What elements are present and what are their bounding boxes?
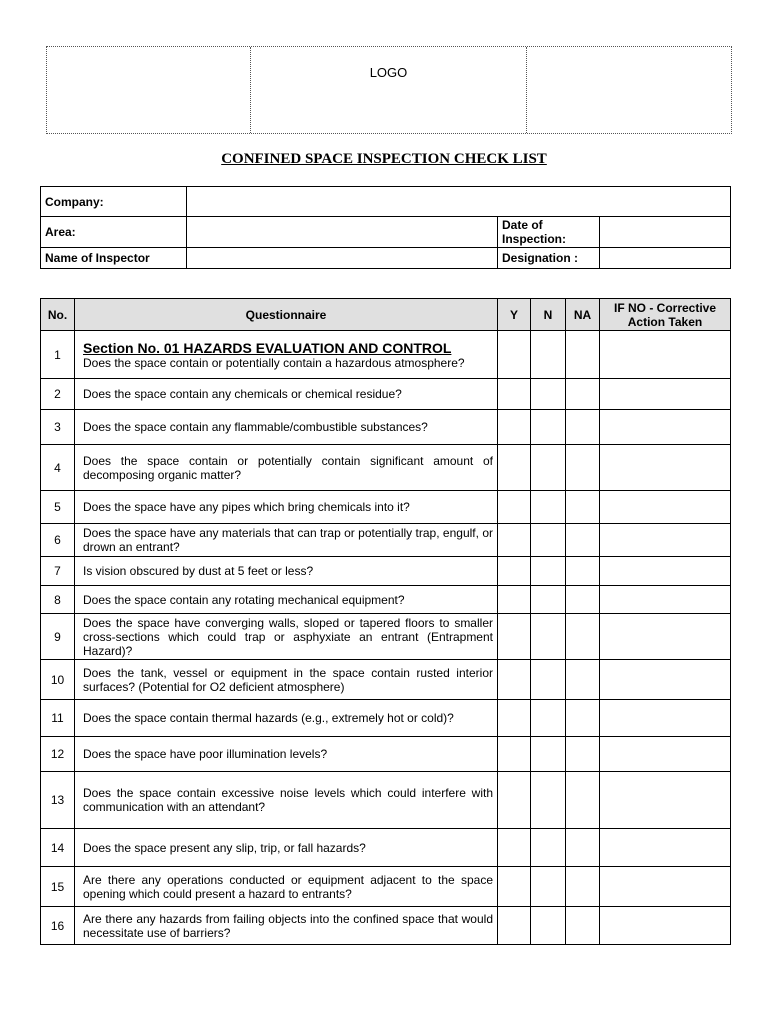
question-text: Does the space contain or potentially contain a hazardous atmosphere? — [83, 355, 465, 370]
checklist-table — [40, 298, 731, 945]
corrective-action-cell[interactable] — [600, 829, 731, 867]
designation-label: Designation : — [498, 248, 600, 269]
na-check-cell[interactable] — [566, 379, 600, 410]
inspection-info-table — [40, 186, 731, 269]
no-check-cell[interactable] — [531, 331, 566, 379]
no-check-cell[interactable] — [531, 557, 566, 586]
no-check-cell[interactable] — [531, 445, 566, 491]
row-number: 8 — [41, 586, 75, 614]
na-check-cell[interactable] — [566, 524, 600, 557]
question-text: Does the space contain any chemicals or chemical residue? — [75, 379, 498, 410]
no-check-cell[interactable] — [531, 660, 566, 700]
row-number: 13 — [41, 772, 75, 829]
area-field[interactable] — [187, 217, 498, 248]
logo-right-cell — [527, 47, 731, 133]
question-text: Does the space contain any rotating mechanical equipment? — [75, 586, 498, 614]
no-check-cell[interactable] — [531, 491, 566, 524]
yes-check-cell[interactable] — [498, 700, 531, 737]
na-check-cell[interactable] — [566, 331, 600, 379]
question-text: Are there any operations conducted or equipment adjacent to the space opening which could present a hazard to entrants? — [75, 867, 498, 907]
header-na: NA — [566, 299, 600, 331]
company-label: Company: — [41, 187, 187, 217]
na-check-cell[interactable] — [566, 737, 600, 772]
designation-field[interactable] — [600, 248, 731, 269]
corrective-action-cell[interactable] — [600, 614, 731, 660]
corrective-action-cell[interactable] — [600, 586, 731, 614]
yes-check-cell[interactable] — [498, 524, 531, 557]
row-number: 12 — [41, 737, 75, 772]
section-heading: Section No. 01 HAZARDS EVALUATION AND CONTROL — [83, 339, 452, 356]
corrective-action-cell[interactable] — [600, 907, 731, 945]
row-number: 14 — [41, 829, 75, 867]
yes-check-cell[interactable] — [498, 586, 531, 614]
table-row — [41, 331, 731, 379]
na-check-cell[interactable] — [566, 557, 600, 586]
row-number: 9 — [41, 614, 75, 660]
yes-check-cell[interactable] — [498, 379, 531, 410]
no-check-cell[interactable] — [531, 907, 566, 945]
yes-check-cell[interactable] — [498, 772, 531, 829]
question-text: Does the space have poor illumination levels? — [75, 737, 498, 772]
yes-check-cell[interactable] — [498, 660, 531, 700]
no-check-cell[interactable] — [531, 586, 566, 614]
inspector-name-label: Name of Inspector — [41, 248, 187, 269]
no-check-cell[interactable] — [531, 410, 566, 445]
company-field[interactable] — [187, 187, 731, 217]
no-check-cell[interactable] — [531, 379, 566, 410]
row-number: 10 — [41, 660, 75, 700]
na-check-cell[interactable] — [566, 491, 600, 524]
row-number: 5 — [41, 491, 75, 524]
yes-check-cell[interactable] — [498, 557, 531, 586]
document-title: CONFINED SPACE INSPECTION CHECK LIST — [221, 151, 547, 167]
na-check-cell[interactable] — [566, 586, 600, 614]
row-number: 16 — [41, 907, 75, 945]
corrective-action-cell[interactable] — [600, 524, 731, 557]
row-number: 2 — [41, 379, 75, 410]
corrective-action-cell[interactable] — [600, 557, 731, 586]
area-label: Area: — [41, 217, 187, 248]
table-row — [41, 491, 731, 524]
no-check-cell[interactable] — [531, 772, 566, 829]
na-check-cell[interactable] — [566, 867, 600, 907]
corrective-action-cell[interactable] — [600, 410, 731, 445]
corrective-action-cell[interactable] — [600, 772, 731, 829]
inspector-name-field[interactable] — [187, 248, 498, 269]
table-row — [41, 829, 731, 867]
corrective-action-cell[interactable] — [600, 331, 731, 379]
corrective-action-cell[interactable] — [600, 867, 731, 907]
logo-placeholder: LOGO — [251, 47, 527, 133]
header-no: No. — [41, 299, 75, 331]
table-row — [41, 614, 731, 660]
corrective-action-cell[interactable] — [600, 445, 731, 491]
table-row — [41, 867, 731, 907]
na-check-cell[interactable] — [566, 410, 600, 445]
table-row — [41, 772, 731, 829]
yes-check-cell[interactable] — [498, 410, 531, 445]
table-row — [41, 586, 731, 614]
na-check-cell[interactable] — [566, 829, 600, 867]
na-check-cell[interactable] — [566, 772, 600, 829]
yes-check-cell[interactable] — [498, 331, 531, 379]
question-text: Does the space have any materials that can trap or potentially trap, engulf, or drown an entrant? — [75, 524, 498, 557]
question-text: Are there any hazards from failing objects into the confined space that would necessitate use of barriers? — [75, 907, 498, 945]
table-row — [41, 660, 731, 700]
row-number: 6 — [41, 524, 75, 557]
yes-check-cell[interactable] — [498, 829, 531, 867]
row-number: 7 — [41, 557, 75, 586]
no-check-cell[interactable] — [531, 737, 566, 772]
table-row — [41, 700, 731, 737]
logo-left-cell — [47, 47, 251, 133]
header-yes: Y — [498, 299, 531, 331]
question-text: Does the space contain excessive noise levels which could interfere with communication with an attendant? — [75, 772, 498, 829]
na-check-cell[interactable] — [566, 660, 600, 700]
yes-check-cell[interactable] — [498, 867, 531, 907]
no-check-cell[interactable] — [531, 867, 566, 907]
date-of-inspection-label: Date of Inspection: — [498, 217, 600, 248]
corrective-action-cell[interactable] — [600, 491, 731, 524]
na-check-cell[interactable] — [566, 907, 600, 945]
logo-header-box — [46, 46, 732, 134]
table-row — [41, 379, 731, 410]
na-check-cell[interactable] — [566, 445, 600, 491]
table-row — [41, 445, 731, 491]
corrective-action-cell[interactable] — [600, 700, 731, 737]
row-number: 1 — [41, 331, 75, 379]
question-text: Does the space present any slip, trip, or fall hazards? — [75, 829, 498, 867]
table-row — [41, 410, 731, 445]
yes-check-cell[interactable] — [498, 907, 531, 945]
yes-check-cell[interactable] — [498, 737, 531, 772]
corrective-action-cell[interactable] — [600, 660, 731, 700]
table-row — [41, 907, 731, 945]
corrective-action-cell[interactable] — [600, 379, 731, 410]
header-questionnaire: Questionnaire — [75, 299, 498, 331]
yes-check-cell[interactable] — [498, 445, 531, 491]
no-check-cell[interactable] — [531, 614, 566, 660]
row-number: 4 — [41, 445, 75, 491]
na-check-cell[interactable] — [566, 700, 600, 737]
question-cell — [75, 331, 498, 379]
question-text: Does the space contain or potentially contain significant amount of decomposing organic matter? — [75, 445, 498, 491]
table-row — [41, 524, 731, 557]
question-text: Is vision obscured by dust at 5 feet or less? — [75, 557, 498, 586]
no-check-cell[interactable] — [531, 700, 566, 737]
no-check-cell[interactable] — [531, 524, 566, 557]
question-text: Does the space contain thermal hazards (e.g., extremely hot or cold)? — [75, 700, 498, 737]
table-row — [41, 737, 731, 772]
no-check-cell[interactable] — [531, 829, 566, 867]
row-number: 11 — [41, 700, 75, 737]
header-no-answer: N — [531, 299, 566, 331]
date-of-inspection-field[interactable] — [600, 217, 731, 248]
question-text: Does the space contain any flammable/combustible substances? — [75, 410, 498, 445]
yes-check-cell[interactable] — [498, 614, 531, 660]
question-text: Does the space have any pipes which bring chemicals into it? — [75, 491, 498, 524]
yes-check-cell[interactable] — [498, 491, 531, 524]
row-number: 3 — [41, 410, 75, 445]
table-row — [41, 557, 731, 586]
na-check-cell[interactable] — [566, 614, 600, 660]
question-text: Does the space have converging walls, sloped or tapered floors to smaller cross-sections which could trap or asphyxiate an entrant (Entrapment Hazard)? — [75, 614, 498, 660]
corrective-action-cell[interactable] — [600, 737, 731, 772]
row-number: 15 — [41, 867, 75, 907]
header-corrective-action: IF NO - Corrective Action Taken — [600, 299, 731, 331]
question-text: Does the tank, vessel or equipment in the space contain rusted interior surfaces? (Potential for O2 deficient atmosphere) — [75, 660, 498, 700]
